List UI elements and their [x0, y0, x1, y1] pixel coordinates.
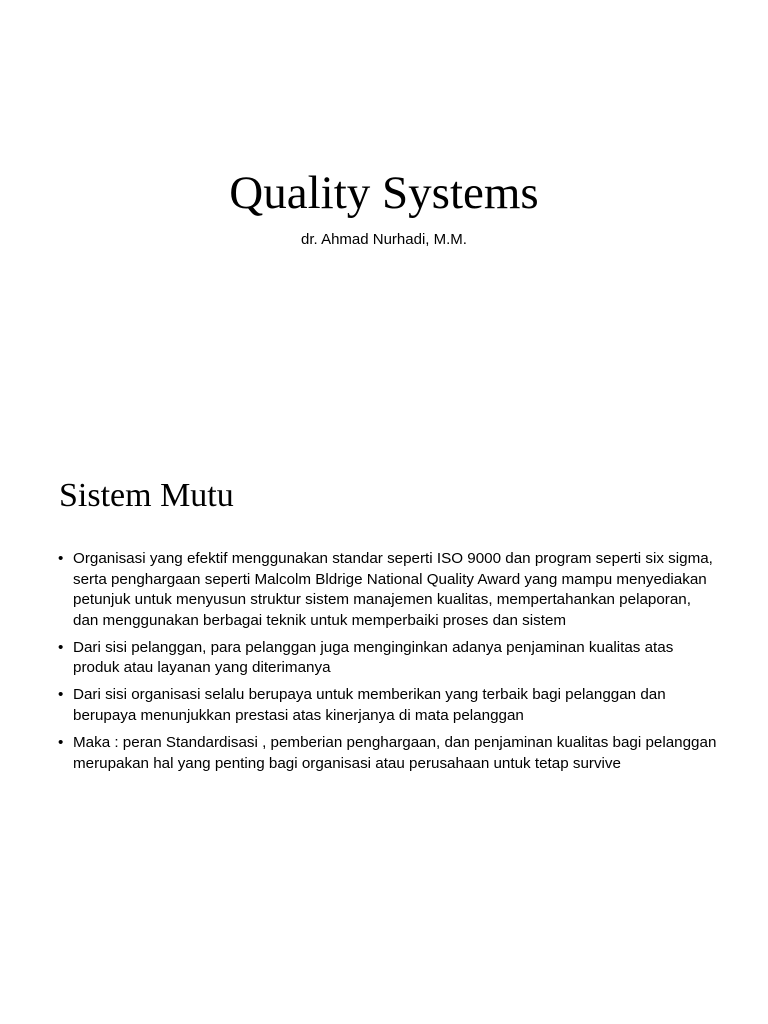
- bullet-item: [58, 685, 718, 726]
- bullet-text: Dari sisi pelanggan, para pelanggan juga menginginkan adanya penjaminan kualitas atas produk atau layanan yang diterimanya: [73, 638, 674, 677]
- slide-title: Quality Systems: [229, 167, 539, 219]
- bullet-dot-icon: •: [58, 550, 64, 567]
- bullet-text: Organisasi yang efektif menggunakan standar seperti ISO 9000 dan program seperti six sigma, serta penghargaan seperti Malcolm Bldrige National Quality Award yang mampu menyediakan petunjuk untuk menyusun struktur sistem manajemen kualitas, mempertahankan pelaporan, dan menggunakan berbagai teknik untuk memperbaiki proses dan sistem: [73, 550, 713, 629]
- bullet-item: [58, 638, 718, 679]
- bullet-text: Dari sisi organisasi selalu berupaya untuk memberikan yang terbaik bagi pelanggan dan berupaya menunjukkan prestasi atas kinerjanya di mata pelanggan: [73, 686, 666, 724]
- slide-subtitle: dr. Ahmad Nurhadi, M.M.: [301, 231, 467, 248]
- bullet-dot-icon: •: [58, 638, 64, 656]
- bullet-item: [58, 733, 718, 774]
- section-heading: Sistem Mutu: [59, 477, 234, 514]
- title-slide: [0, 0, 768, 400]
- bullet-text: Maka : peran Standardisasi , pemberian penghargaan, dan penjaminan kualitas bagi pelanggan merupakan hal yang penting bagi organisasi atau perusahaan untuk tetap survive: [73, 733, 717, 772]
- bullet-dot-icon: •: [58, 686, 64, 704]
- bullet-item: [58, 549, 718, 631]
- bullet-list: [58, 549, 718, 781]
- bullet-dot-icon: •: [58, 733, 64, 751]
- content-slide: [0, 450, 768, 1024]
